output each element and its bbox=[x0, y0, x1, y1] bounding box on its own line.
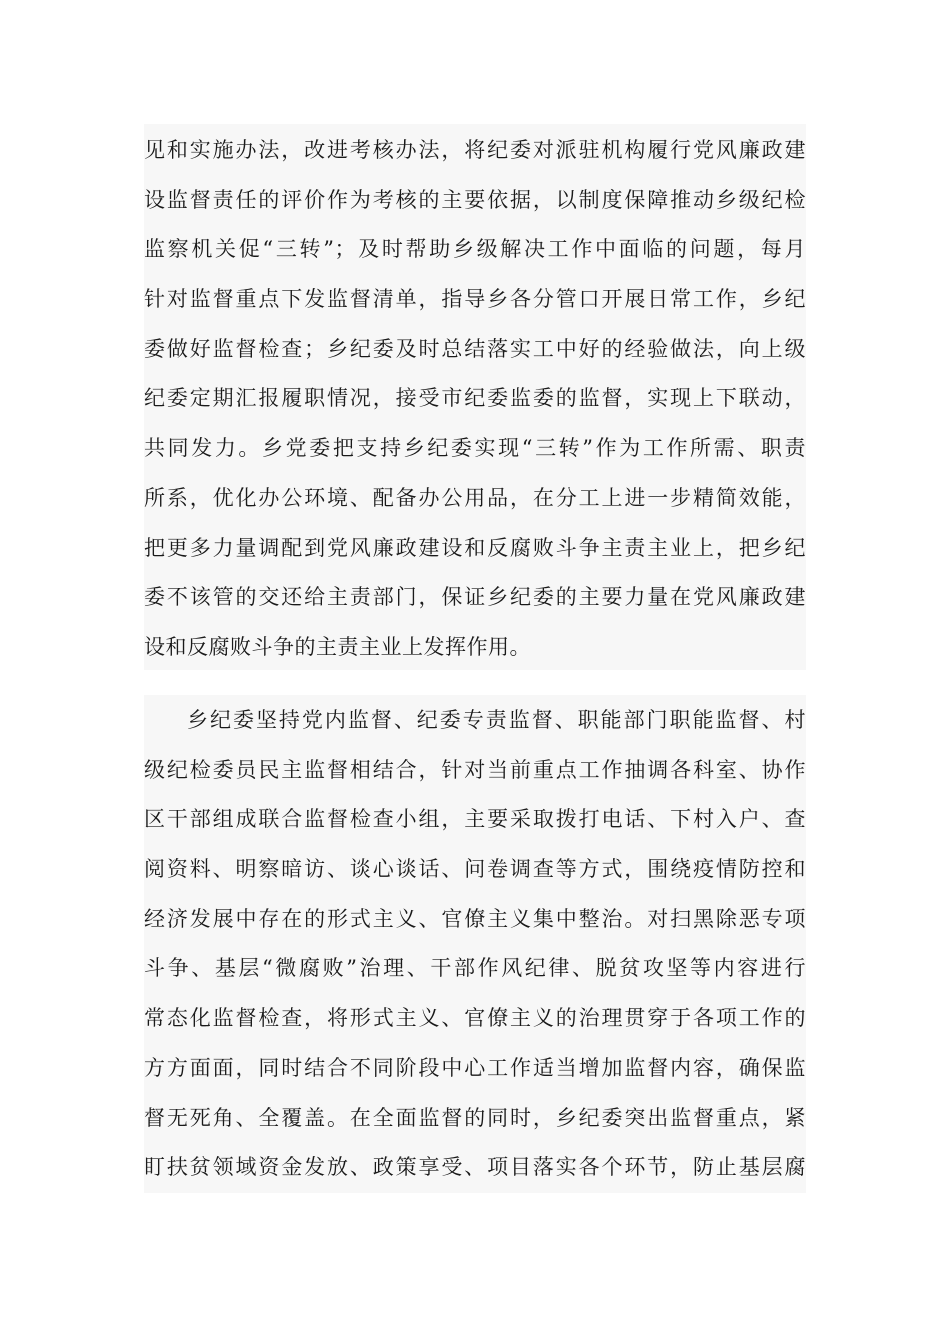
text-line: 监察机关促“三转”；及时帮助乡级解决工作中面临的问题，每月 bbox=[144, 237, 806, 262]
text-line: 级纪检委员民主监督相结合，针对当前重点工作抽调各科室、协作 bbox=[144, 757, 806, 782]
text-line: 斗争、基层“微腐败”治理、干部作风纪律、脱贫攻坚等内容进行 bbox=[144, 956, 806, 981]
text-line: 督无死角、全覆盖。在全面监督的同时，乡纪委突出监督重点，紧 bbox=[144, 1105, 806, 1130]
text-line: 设监督责任的评价作为考核的主要依据，以制度保障推动乡级纪检 bbox=[144, 187, 806, 212]
paragraph-1 bbox=[144, 124, 806, 670]
text-line: 委做好监督检查；乡纪委及时总结落实工中好的经验做法，向上级 bbox=[144, 336, 806, 361]
text-line: 设和反腐败斗争的主责主业上发挥作用。 bbox=[144, 634, 531, 659]
text-line: 乡纪委坚持党内监督、纪委专责监督、职能部门职能监督、村 bbox=[187, 708, 806, 732]
text-line: 方方面面，同时结合不同阶段中心工作适当增加监督内容，确保监 bbox=[144, 1055, 806, 1080]
text-line: 常态化监督检查，将形式主义、官僚主义的治理贯穿于各项工作的 bbox=[144, 1006, 806, 1031]
text-line: 纪委定期汇报履职情况，接受市纪委监委的监督，实现上下联动， bbox=[144, 386, 806, 411]
text-line: 经济发展中存在的形式主义、官僚主义集中整治。对扫黑除恶专项 bbox=[144, 906, 806, 931]
text-line: 共同发力。乡党委把支持乡纪委实现“三转”作为工作所需、职责 bbox=[144, 436, 806, 461]
paragraph-2 bbox=[144, 695, 806, 1193]
text-line: 区干部组成联合监督检查小组，主要采取拨打电话、下村入户、查 bbox=[144, 807, 806, 832]
text-line: 盯扶贫领域资金发放、政策享受、项目落实各个环节，防止基层腐 bbox=[144, 1155, 806, 1180]
text-line: 见和实施办法，改进考核办法，将纪委对派驻机构履行党风廉政建 bbox=[144, 138, 806, 162]
text-line: 阅资料、明察暗访、谈心谈话、问卷调查等方式，围绕疫情防控和 bbox=[144, 857, 806, 882]
text-line: 针对监督重点下发监督清单，指导乡各分管口开展日常工作，乡纪 bbox=[144, 287, 806, 312]
text-line: 把更多力量调配到党风廉政建设和反腐败斗争主责主业上，把乡纪 bbox=[144, 535, 806, 560]
text-line: 委不该管的交还给主责部门，保证乡纪委的主要力量在党风廉政建 bbox=[144, 585, 806, 610]
text-line: 所系，优化办公环境、配备办公用品，在分工上进一步精简效能， bbox=[144, 485, 806, 510]
